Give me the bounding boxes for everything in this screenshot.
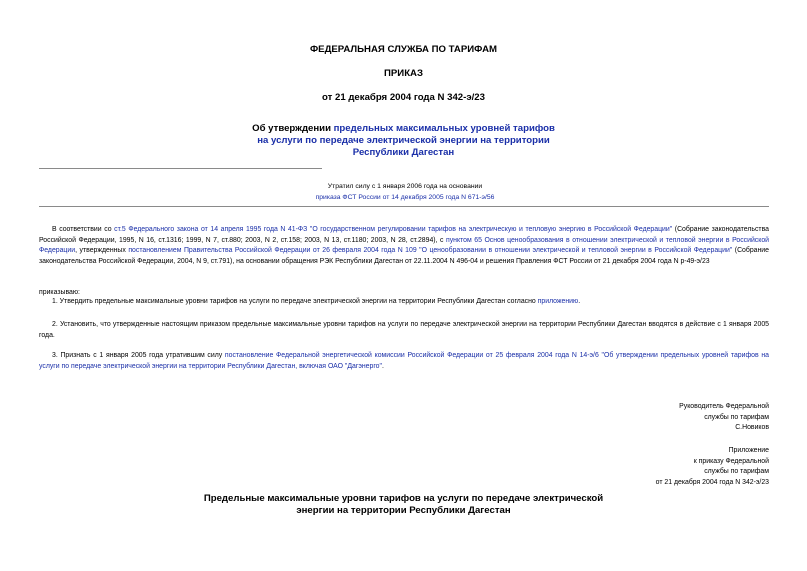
preamble-link-osnovy[interactable]: пунктом 65 Основ ценообразования в отношении электрической и тепловой энергии в Российской Федерации	[39, 236, 770, 254]
signature-block	[569, 402, 769, 434]
status-note	[300, 181, 510, 203]
agency-name: ФЕДЕРАЛЬНАЯ СЛУЖБА ПО ТАРИФАМ	[309, 44, 498, 55]
preamble-text: (Собрание законодательства Российской Федерации, 1995, N 16, ст.1316; 1999, N 7, ст.880; 2003, N 2, ст.158; 2003, N 13, ст.1180; 2003, N 28, ст.2894), с	[39, 226, 769, 244]
order-word: приказываю:	[39, 289, 80, 296]
divider-full	[39, 206, 769, 207]
appendix-reference	[569, 446, 769, 488]
preamble-paragraph	[39, 225, 769, 267]
preamble-link-law[interactable]: ст.5 Федерального закона от 14 апреля 1995 года N 41-ФЗ "О государственном регулировании тарифов на электрическую и тепловую энергию в Российской Федерации"	[114, 226, 673, 233]
item-text: 2. Установить, что утвержденные настоящим приказом предельные максимальные уровни тарифов на услуги по передаче электрической энергии на территории Республики Дагестан вводятся в действие с 1 января 2005 года.	[39, 321, 769, 339]
title-link[interactable]: предельных максимальных уровней тарифов	[333, 123, 555, 134]
order-item-3	[39, 351, 769, 372]
preamble-text: В соответствии со	[52, 226, 115, 233]
item-text: 1. Утвердить предельные максимальные уровни тарифов на услуги по передаче электрической энергии на территории Республики Дагестан согласно	[52, 298, 538, 305]
signature-name: С.Новиков	[735, 424, 769, 431]
signature-position: Руководитель Федеральной	[679, 403, 769, 410]
preamble-link-postanovlenie[interactable]: постановлением Правительства Российской Федерации от 26 февраля 2004 года N 109 "О ценообразовании в отношении электрической и тепловой энергии в Российской Федерации"	[128, 247, 733, 254]
appendix-link[interactable]: приложению	[537, 298, 579, 305]
appendix-ref-line: Приложение	[728, 447, 769, 454]
title-link-line2[interactable]: на услуги по передаче электрической энергии на территории	[257, 135, 550, 146]
appendix-ref-line: от 21 декабря 2004 года N 342-э/23	[655, 478, 769, 486]
title-prefix: Об утверждении	[252, 123, 334, 134]
repealed-act-link[interactable]: постановление Федеральной энергетической комиссии Российской Федерации от 25 февраля 2004 года N 14-э/6 "Об утверждении предельных уровней тарифов на услуги по передаче электрической энергии на территории Республики Дагестан, включая ОАО "Дагэнерго"	[39, 352, 769, 370]
appendix-title: Предельные максимальные уровни тарифов на услуги по передаче электрической	[203, 493, 604, 504]
item-text: .	[381, 362, 384, 370]
preamble-text: (Собрание законодательства Российской Федерации, 2004, N 9, ст.791), на основании обращения РЭК Республики Дагестан от 22.11.2004 N 496-04 и решения Правления ФСТ России от 21 декабря 2004 года N р-49-э/23	[39, 247, 769, 265]
item-text: 3. Признать с 1 января 2005 года утратившим силу	[52, 352, 225, 359]
document-title	[0, 123, 807, 135]
document-title-line2	[0, 135, 807, 147]
document-type: ПРИКАЗ	[384, 68, 423, 79]
appendix-ref-line: к приказу Федеральной	[693, 457, 769, 465]
appendix-title-line2: энергии на территории Республики Дагестан	[296, 505, 511, 516]
status-note-link[interactable]: приказа ФСТ России от 14 декабря 2005 года N 671-э/56	[315, 194, 495, 201]
divider-short	[39, 168, 322, 169]
document-title-line3	[0, 147, 807, 159]
preamble-text: , утвержденных	[75, 247, 129, 254]
document-date-number: от 21 декабря 2004 года N 342-э/23	[322, 92, 485, 103]
appendix-ref-line: службы по тарифам	[704, 468, 769, 475]
signature-position: службы по тарифам	[704, 413, 769, 421]
title-link-line3[interactable]: Республики Дагестан	[352, 147, 455, 158]
order-item-1	[39, 297, 769, 308]
item-text: .	[578, 298, 581, 305]
order-item-2	[39, 320, 769, 341]
status-note-text: Утратил силу с 1 января 2006 года на основании	[327, 183, 483, 190]
